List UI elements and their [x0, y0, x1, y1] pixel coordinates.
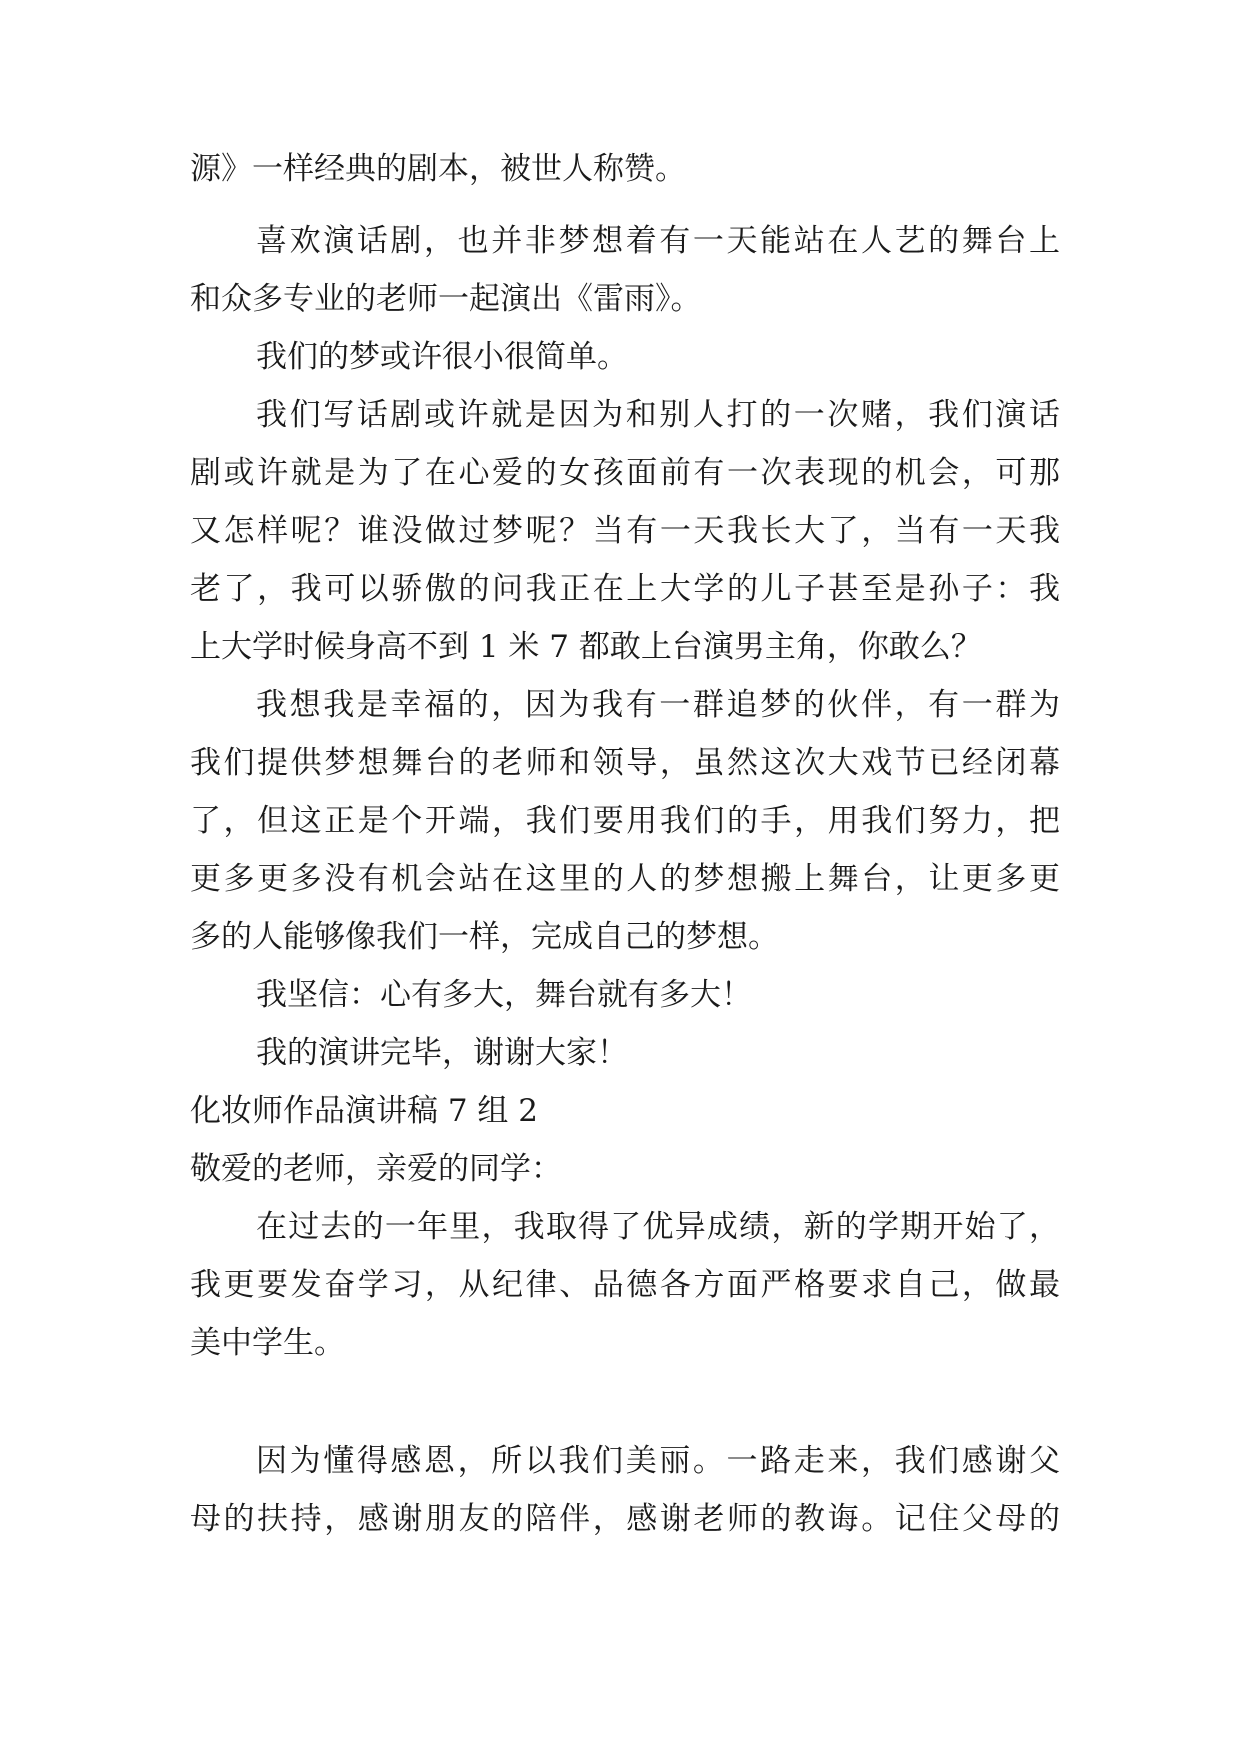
paragraph-line: 在过去的一年里，我取得了优异成绩，新的学期开始了，: [256, 1209, 1060, 1245]
paragraph-line: 又怎样呢？谁没做过梦呢？当有一天我长大了，当有一天我: [190, 513, 1060, 549]
paragraph-line: 剧或许就是为了在心爱的女孩面前有一次表现的机会，可那: [190, 455, 1060, 491]
paragraph-line: 多的人能够像我们一样，完成自己的梦想。: [190, 919, 779, 955]
paragraph-line: 更多更多没有机会站在这里的人的梦想搬上舞台，让更多更: [190, 861, 1060, 897]
paragraph-line: 美中学生。: [190, 1325, 345, 1361]
paragraph-line: 我想我是幸福的，因为我有一群追梦的伙伴，有一群为: [256, 687, 1060, 723]
paragraph-line: 我坚信：心有多大，舞台就有多大！: [256, 977, 752, 1013]
paragraph-line: 源》一样经典的剧本，被世人称赞。: [190, 151, 686, 187]
paragraph-line: 老了，我可以骄傲的问我正在上大学的儿子甚至是孙子：我: [190, 571, 1060, 607]
paragraph-line: 上大学时候身高不到 1 米 7 都敢上台演男主角，你敢么？: [190, 629, 982, 665]
salutation: 敬爱的老师，亲爱的同学：: [190, 1151, 562, 1187]
paragraph-line: 我的演讲完毕，谢谢大家！: [256, 1035, 628, 1071]
paragraph-line: 我更要发奋学习，从纪律、品德各方面严格要求自己，做最: [190, 1267, 1060, 1303]
paragraph-line: 了，但这正是个开端，我们要用我们的手，用我们努力，把: [190, 803, 1060, 839]
section-heading: 化妆师作品演讲稿 7 组 2: [190, 1093, 539, 1129]
paragraph-line: 我们写话剧或许就是因为和别人打的一次赌，我们演话: [256, 397, 1060, 433]
paragraph-line: 因为懂得感恩，所以我们美丽。一路走来，我们感谢父: [256, 1443, 1060, 1479]
paragraph-line: 我们的梦或许很小很简单。: [256, 339, 628, 375]
paragraph-line: 和众多专业的老师一起演出《雷雨》。: [190, 281, 702, 317]
paragraph-line: 喜欢演话剧，也并非梦想着有一天能站在人艺的舞台上: [256, 223, 1060, 259]
paragraph-line: 我们提供梦想舞台的老师和领导，虽然这次大戏节已经闭幕: [190, 745, 1060, 781]
paragraph-line: 母的扶持，感谢朋友的陪伴，感谢老师的教诲。记住父母的: [190, 1501, 1060, 1537]
